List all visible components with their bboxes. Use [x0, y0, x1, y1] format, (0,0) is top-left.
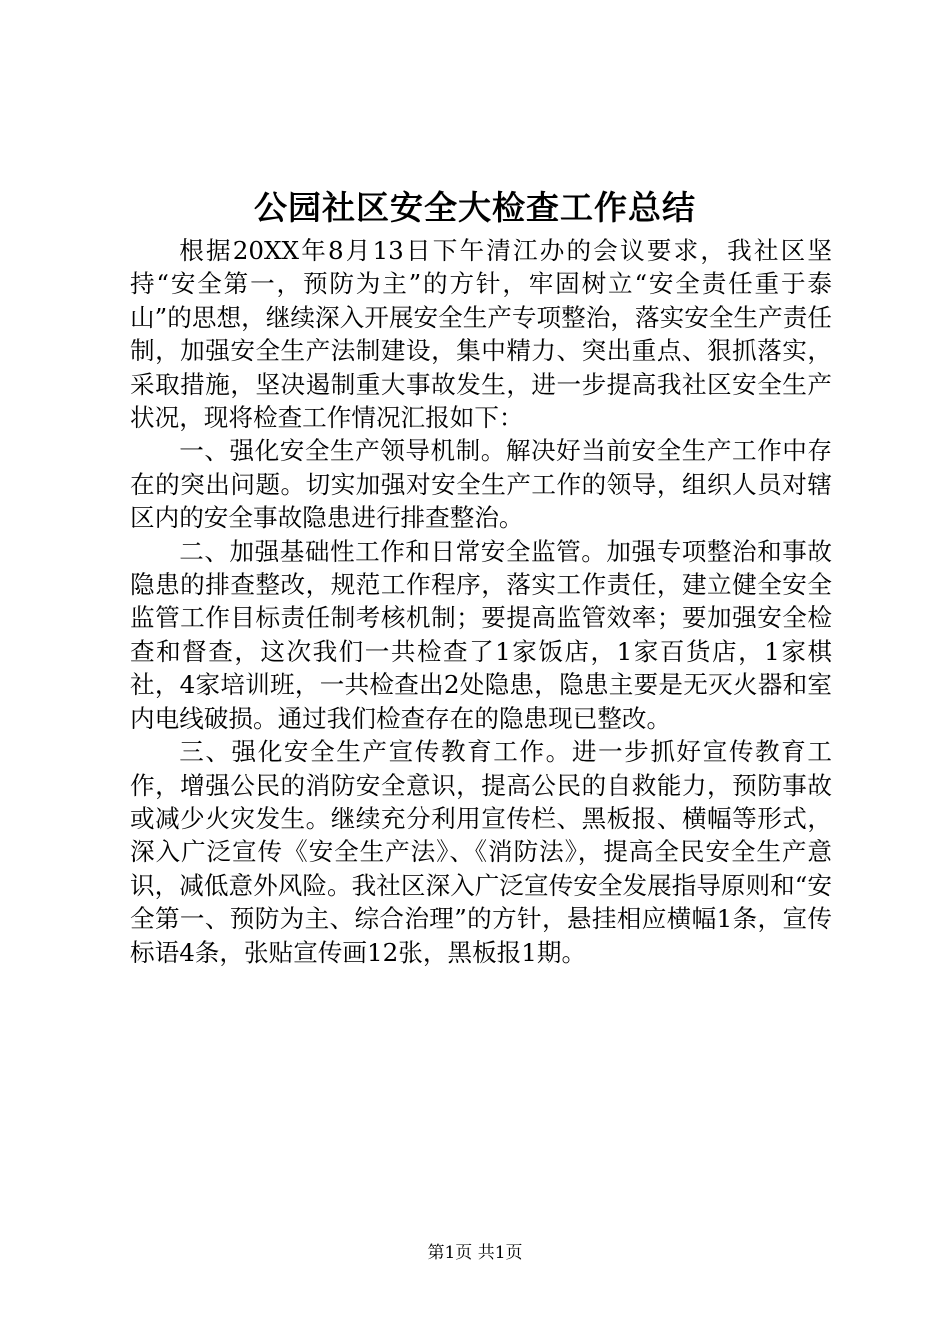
document-body [130, 234, 832, 969]
paragraph-section-2: 二、加强基础性工作和日常安全监管。加强专项整治和事故隐患的排查整改，规范工作程序，落实工作责任，建立健全安全监管工作目标责任制考核机制；要提高监管效率；要加强安全检查和督查，这次我们一共检查了1家饭店，1家百货店，1家棋社，4家培训班，一共检查出2处隐患，隐患主要是无灭火器和室内电线破损。通过我们检查存在的隐患现已整改。 [130, 536, 832, 733]
page-footer: 第1页 共1页 [427, 1243, 523, 1263]
paragraph-section-3: 三、强化安全生产宣传教育工作。进一步抓好宣传教育工作，增强公民的消防安全意识，提高公民的自救能力，预防事故或减少火灾发生。继续充分利用宣传栏、黑板报、横幅等形式，深入广泛宣传《安全生产法》、《消防法》，提高全民安全生产意识，减低意外风险。我社区深入广泛宣传安全发展指导原则和“安全第一、预防为主、综合治理”的方针，悬挂相应横幅1条，宣传标语4条，张贴宣传画12张，黑板报1期。 [130, 737, 832, 967]
paragraph-section-1: 一、强化安全生产领导机制。解决好当前安全生产工作中存在的突出问题。切实加强对安全生产工作的领导，组织人员对辖区内的安全事故隐患进行排查整治。 [130, 436, 832, 533]
paragraph-intro: 根据20XX年8月13日下午清江办的会议要求，我社区坚持“安全第一，预防为主”的方针，牢固树立“安全责任重于泰山”的思想，继续深入开展安全生产专项整治，落实安全生产责任制，加强安全生产法制建设，集中精力、突出重点、狠抓落实，采取措施，坚决遏制重大事故发生，进一步提高我社区安全生产状况，现将检查工作情况汇报如下： [130, 236, 832, 433]
document-title: 公园社区安全大检查工作总结 [254, 188, 696, 227]
